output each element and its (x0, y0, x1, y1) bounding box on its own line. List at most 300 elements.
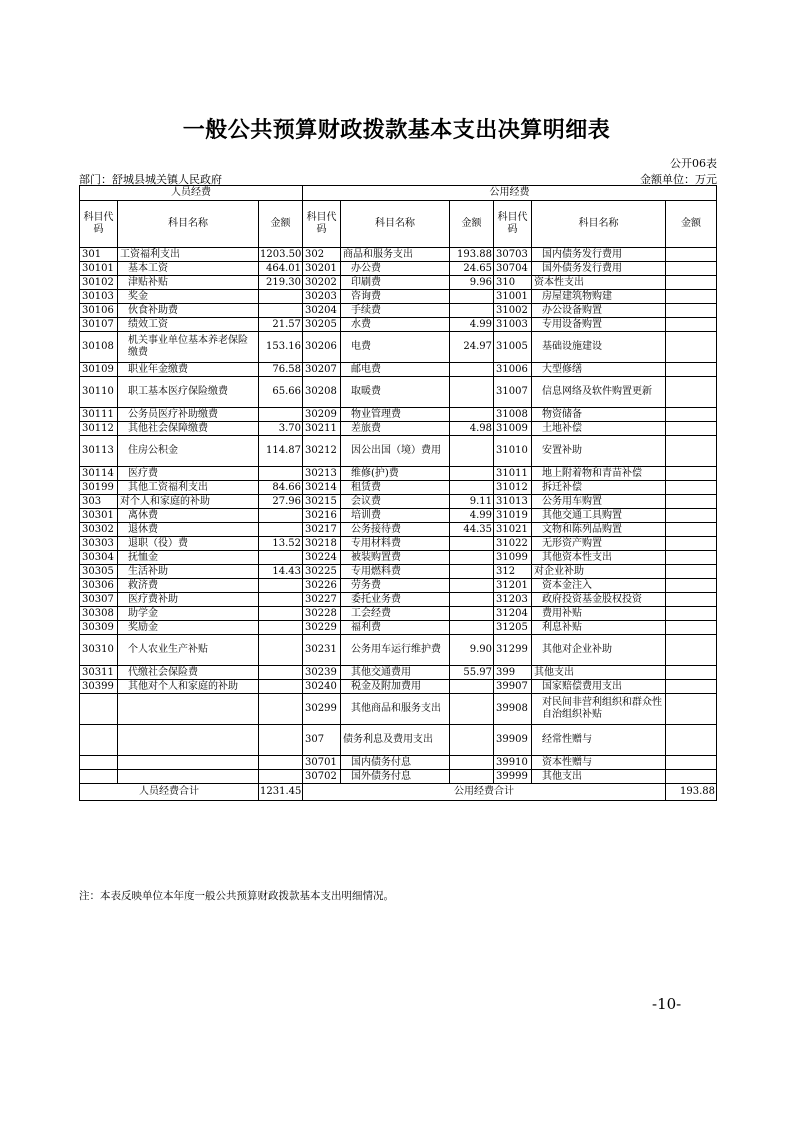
public-total-label: 公用经费合计 (303, 784, 666, 801)
cell-name: 基础设施建设 (532, 332, 666, 363)
cell-name: 资本性支出 (532, 276, 666, 290)
public-total-value: 193.88 (666, 784, 717, 801)
cell-amount: 1203.50 (260, 248, 302, 260)
cell-code: 30112 (80, 422, 118, 436)
cell-amount (666, 422, 717, 436)
cell-code: 30227 (303, 593, 341, 607)
cell-name: 拆迁补偿 (532, 481, 666, 495)
cell-amount (450, 408, 494, 422)
cell-code: 31012 (494, 481, 532, 495)
cell-code: 31010 (494, 436, 532, 467)
cell-name: 培训费 (341, 509, 450, 523)
cell-amount (666, 262, 717, 276)
cell-amount (450, 621, 494, 635)
cell-name: 退休费 (118, 523, 259, 537)
cell-code: 31007 (494, 377, 532, 408)
cell-amount (259, 408, 303, 422)
cell-amount (259, 680, 303, 694)
cell-amount (450, 377, 494, 408)
cell-name: 伙食补助费 (118, 304, 259, 318)
cell-name: 离休费 (118, 509, 259, 523)
cell-code: 31204 (494, 607, 532, 621)
cell-name: 差旅费 (341, 422, 450, 436)
cell-amount (259, 523, 303, 537)
cell-code: 30205 (303, 318, 341, 332)
cell-name: 其他社会保障缴费 (118, 422, 259, 436)
cell-code: 30107 (80, 318, 118, 332)
cell-name: 物资储备 (532, 408, 666, 422)
cell-code: 30203 (303, 290, 341, 304)
cell-name: 邮电费 (341, 363, 450, 377)
cell-name: 奖励金 (118, 621, 259, 635)
cell-code: 30224 (303, 551, 341, 565)
table-row (80, 377, 717, 408)
cell-name: 手续费 (341, 304, 450, 318)
cell-code: 30218 (303, 537, 341, 551)
cell-code: 30114 (80, 467, 118, 481)
header-code: 科目代码 (303, 201, 341, 248)
cell-name: 公务用车购置 (532, 495, 666, 509)
cell-code: 30216 (303, 509, 341, 523)
cell-code: 39908 (494, 694, 532, 725)
cell-name: 对企业补助 (532, 565, 666, 579)
cell-code: 312 (494, 565, 532, 579)
cell-amount (259, 635, 303, 666)
cell-code: 30240 (303, 680, 341, 694)
page-title: 一般公共预算财政拨款基本支出决算明细表 (182, 118, 611, 143)
cell-name: 医疗费补助 (118, 593, 259, 607)
cell-name: 经常性赠与 (532, 725, 666, 756)
cell-code: 31002 (494, 304, 532, 318)
cell-code: 30307 (80, 593, 118, 607)
cell-amount (450, 607, 494, 621)
cell-code: 30302 (80, 523, 118, 537)
cell-amount (666, 621, 717, 635)
cell-name: 因公出国（境）费用 (341, 436, 450, 467)
cell-code: 30309 (80, 621, 118, 635)
cell-code: 301 (80, 248, 118, 262)
cell-code: 30199 (80, 481, 118, 495)
cell-code: 39909 (494, 725, 532, 756)
cell-code: 31008 (494, 408, 532, 422)
cell-name: 办公设备购置 (532, 304, 666, 318)
table-row (80, 537, 717, 551)
cell-code: 30399 (80, 680, 118, 694)
cell-name: 对个人和家庭的补助 (118, 495, 259, 509)
cell-code: 30225 (303, 565, 341, 579)
cell-name: 租赁费 (341, 481, 450, 495)
cell-code: 31021 (494, 523, 532, 537)
cell-code: 31001 (494, 290, 532, 304)
cell-name: 职工基本医疗保险缴费 (118, 377, 259, 408)
form-number: 公开06表 (670, 157, 717, 170)
cell-amount (450, 770, 494, 784)
cell-name: 债务利息及费用支出 (341, 725, 450, 756)
amount-unit-label: 金额单位：万元 (640, 173, 717, 186)
table-row (80, 621, 717, 635)
cell-code: 30306 (80, 579, 118, 593)
cell-amount (666, 481, 717, 495)
cell-name: 水费 (341, 318, 450, 332)
cell-amount (666, 436, 717, 467)
table-row (80, 725, 717, 756)
table-row (80, 607, 717, 621)
cell-amount (259, 467, 303, 481)
table-row (80, 481, 717, 495)
cell-amount: 27.96 (259, 495, 303, 509)
cell-code: 31011 (494, 467, 532, 481)
cell-name: 安置补助 (532, 436, 666, 467)
cell-code: 30226 (303, 579, 341, 593)
cell-name: 生活补助 (118, 565, 259, 579)
cell-amount (666, 377, 717, 408)
cell-amount (666, 408, 717, 422)
cell-code: 31005 (494, 332, 532, 363)
table-row (80, 495, 717, 509)
cell-amount (666, 725, 717, 756)
cell-amount (259, 593, 303, 607)
cell-code: 31009 (494, 422, 532, 436)
cell-amount (666, 318, 717, 332)
cell-amount (450, 593, 494, 607)
table-row (80, 551, 717, 565)
cell-amount (450, 481, 494, 495)
cell-name: 政府投资基金股权投资 (532, 593, 666, 607)
cell-name: 被装购置费 (341, 551, 450, 565)
table-row (80, 318, 717, 332)
cell-name: 维修(护)费 (341, 467, 450, 481)
cell-name: 劳务费 (341, 579, 450, 593)
cell-amount (259, 694, 303, 725)
cell-name: 资本性赠与 (532, 756, 666, 770)
cell-name: 资本金注入 (532, 579, 666, 593)
cell-amount (259, 666, 303, 680)
cell-code: 30231 (303, 635, 341, 666)
cell-code: 399 (494, 666, 532, 680)
cell-amount (259, 621, 303, 635)
cell-name: 其他商品和服务支出 (341, 694, 450, 725)
table-row (80, 523, 717, 537)
cell-name: 工会经费 (341, 607, 450, 621)
cell-name: 基本工资 (118, 262, 259, 276)
cell-code: 30303 (80, 537, 118, 551)
header-code: 科目代码 (80, 201, 118, 248)
cell-code (80, 770, 118, 784)
cell-name: 取暖费 (341, 377, 450, 408)
cell-name: 其他工资福利支出 (118, 481, 259, 495)
cell-amount (666, 276, 717, 290)
cell-name (118, 694, 259, 725)
cell-code: 30308 (80, 607, 118, 621)
cell-code: 30202 (303, 276, 341, 290)
cell-name: 利息补贴 (532, 621, 666, 635)
cell-code: 30239 (303, 666, 341, 680)
cell-code: 31022 (494, 537, 532, 551)
cell-amount (450, 467, 494, 481)
cell-amount: 13.52 (259, 537, 303, 551)
cell-code: 31013 (494, 495, 532, 509)
cell-name: 税金及附加费用 (341, 680, 450, 694)
cell-amount (666, 770, 717, 784)
cell-code (80, 694, 118, 725)
cell-name: 其他交通工具购置 (532, 509, 666, 523)
cell-amount (259, 509, 303, 523)
cell-code: 30106 (80, 304, 118, 318)
cell-code: 30301 (80, 509, 118, 523)
cell-amount (666, 565, 717, 579)
cell-name: 地上附着物和青苗补偿 (532, 467, 666, 481)
cell-name: 其他支出 (532, 666, 666, 680)
cell-name (118, 725, 259, 756)
cell-amount (450, 579, 494, 593)
cell-amount (666, 593, 717, 607)
cell-name: 大型修缮 (532, 363, 666, 377)
cell-name: 咨询费 (341, 290, 450, 304)
cell-name: 助学金 (118, 607, 259, 621)
cell-name: 委托业务费 (341, 593, 450, 607)
cell-amount (666, 509, 717, 523)
cell-amount (450, 756, 494, 770)
cell-code: 30102 (80, 276, 118, 290)
cell-code: 30214 (303, 481, 341, 495)
cell-code: 30212 (303, 436, 341, 467)
cell-amount: 55.97 (450, 666, 494, 680)
cell-code: 30217 (303, 523, 341, 537)
cell-code: 30211 (303, 422, 341, 436)
cell-amount (259, 725, 303, 756)
cell-code: 31099 (494, 551, 532, 565)
cell-code: 30109 (80, 363, 118, 377)
table-row (80, 593, 717, 607)
cell-name: 印刷费 (341, 276, 450, 290)
cell-name: 国外债务发行费用 (532, 262, 666, 276)
cell-amount: 9.96 (450, 276, 494, 290)
footnote: 注：本表反映单位本年度一般公共预算财政拨款基本支出明细情况。 (79, 890, 394, 902)
cell-amount (259, 304, 303, 318)
cell-amount: 14.43 (259, 565, 303, 579)
cell-code: 30229 (303, 621, 341, 635)
cell-amount: 114.87 (259, 436, 303, 467)
cell-amount (666, 579, 717, 593)
cell-name: 福利费 (341, 621, 450, 635)
cell-amount (450, 725, 494, 756)
table-row (80, 422, 717, 436)
cell-code: 30213 (303, 467, 341, 481)
cell-name: 电费 (341, 332, 450, 363)
cell-code: 30701 (303, 756, 341, 770)
cell-amount: 464.01 (259, 262, 303, 276)
cell-amount (450, 565, 494, 579)
cell-code: 30703 (494, 248, 532, 262)
cell-code: 30113 (80, 436, 118, 467)
cell-code: 31201 (494, 579, 532, 593)
cell-name: 国内债务付息 (341, 756, 450, 770)
cell-code: 30209 (303, 408, 341, 422)
cell-name: 专用设备购置 (532, 318, 666, 332)
table-row (80, 262, 717, 276)
table-row (80, 304, 717, 318)
cell-name: 会议费 (341, 495, 450, 509)
table-row (80, 436, 717, 467)
table-row (80, 770, 717, 784)
cell-name: 费用补贴 (532, 607, 666, 621)
cell-amount (666, 495, 717, 509)
cell-code: 39910 (494, 756, 532, 770)
cell-amount: 84.66 (259, 481, 303, 495)
table-row (80, 680, 717, 694)
cell-name: 住房公积金 (118, 436, 259, 467)
cell-amount (450, 537, 494, 551)
cell-code (80, 725, 118, 756)
page-number: -10- (652, 995, 682, 1013)
cell-name: 抚恤金 (118, 551, 259, 565)
cell-amount (666, 467, 717, 481)
cell-amount: 9.90 (450, 635, 494, 666)
cell-code: 30305 (80, 565, 118, 579)
cell-amount: 44.35 (450, 523, 494, 537)
cell-code: 31203 (494, 593, 532, 607)
table-row (80, 276, 717, 290)
cell-amount (666, 523, 717, 537)
cell-code (80, 756, 118, 770)
cell-name: 工资福利支出 (118, 248, 259, 262)
cell-amount (666, 290, 717, 304)
cell-name: 个人农业生产补贴 (118, 635, 259, 666)
cell-name: 职业年金缴费 (118, 363, 259, 377)
expenditure-detail-table (79, 185, 717, 801)
cell-amount (666, 635, 717, 666)
personnel-total-value: 1231.45 (259, 784, 303, 801)
table-row (80, 565, 717, 579)
cell-amount (259, 770, 303, 784)
cell-code: 30103 (80, 290, 118, 304)
cell-code: 30311 (80, 666, 118, 680)
cell-name: 专用燃料费 (341, 565, 450, 579)
cell-name: 商品和服务支出 (341, 248, 450, 262)
cell-amount (259, 756, 303, 770)
cell-code: 31019 (494, 509, 532, 523)
cell-amount: 4.99 (450, 318, 494, 332)
cell-name: 其他交通费用 (341, 666, 450, 680)
cell-amount: 4.98 (450, 422, 494, 436)
cell-name: 公务用车运行维护费 (341, 635, 450, 666)
cell-code: 30108 (80, 332, 118, 363)
cell-code: 30702 (303, 770, 341, 784)
cell-name: 国外债务付息 (341, 770, 450, 784)
cell-code: 30310 (80, 635, 118, 666)
cell-name: 奖金 (118, 290, 259, 304)
cell-code: 30204 (303, 304, 341, 318)
cell-name (118, 770, 259, 784)
cell-code: 39999 (494, 770, 532, 784)
cell-name: 文物和陈列品购置 (532, 523, 666, 537)
cell-code: 30207 (303, 363, 341, 377)
cell-code: 39907 (494, 680, 532, 694)
cell-code: 302 (303, 248, 341, 262)
header-name: 科目名称 (341, 201, 450, 248)
table-row (80, 756, 717, 770)
cell-amount (666, 666, 717, 680)
cell-name: 救济费 (118, 579, 259, 593)
cell-code: 31299 (494, 635, 532, 666)
table-row (80, 332, 717, 363)
cell-amount (666, 551, 717, 565)
cell-code: 30304 (80, 551, 118, 565)
cell-code: 30206 (303, 332, 341, 363)
cell-name: 物业管理费 (341, 408, 450, 422)
header-name: 科目名称 (532, 201, 666, 248)
cell-amount (450, 363, 494, 377)
section-public: 公用经费 (303, 186, 717, 201)
cell-amount (450, 694, 494, 725)
cell-amount: 153.16 (259, 332, 303, 363)
cell-name: 机关事业单位基本养老保险缴费 (118, 332, 259, 363)
cell-amount: 4.99 (450, 509, 494, 523)
cell-code: 30228 (303, 607, 341, 621)
cell-name: 国内债务发行费用 (532, 248, 666, 262)
cell-amount: 76.58 (259, 363, 303, 377)
cell-name: 土地补偿 (532, 422, 666, 436)
cell-code: 303 (80, 495, 118, 509)
header-name: 科目名称 (118, 201, 259, 248)
table-row (80, 666, 717, 680)
cell-amount (666, 694, 717, 725)
cell-amount (450, 680, 494, 694)
cell-amount: 9.11 (450, 495, 494, 509)
cell-amount: 219.30 (259, 276, 303, 290)
cell-name: 代缴社会保险费 (118, 666, 259, 680)
cell-amount (666, 607, 717, 621)
cell-name: 专用材料费 (341, 537, 450, 551)
cell-name: 津贴补贴 (118, 276, 259, 290)
table-row (80, 467, 717, 481)
cell-code: 30111 (80, 408, 118, 422)
cell-name: 退职（役）费 (118, 537, 259, 551)
cell-name: 医疗费 (118, 467, 259, 481)
personnel-total-label: 人员经费合计 (80, 784, 259, 801)
cell-code: 30201 (303, 262, 341, 276)
cell-amount (666, 537, 717, 551)
cell-amount: 24.97 (450, 332, 494, 363)
cell-name: 无形资产购置 (532, 537, 666, 551)
cell-name: 其他支出 (532, 770, 666, 784)
cell-code: 30208 (303, 377, 341, 408)
cell-amount (259, 607, 303, 621)
cell-code: 30110 (80, 377, 118, 408)
table-row (80, 290, 717, 304)
cell-name: 其他对企业补助 (532, 635, 666, 666)
department-label: 部门：舒城县城关镇人民政府 (79, 173, 222, 186)
cell-code: 31003 (494, 318, 532, 332)
table-row (80, 509, 717, 523)
cell-amount (259, 551, 303, 565)
cell-amount (259, 290, 303, 304)
cell-name: 房屋建筑物购建 (532, 290, 666, 304)
table-row (80, 694, 717, 725)
cell-name: 公务接待费 (341, 523, 450, 537)
cell-name: 对民间非营利组织和群众性自治组织补贴 (532, 694, 666, 725)
cell-amount (666, 248, 717, 262)
header-amount: 金额 (666, 201, 717, 248)
cell-amount (450, 551, 494, 565)
cell-amount (450, 304, 494, 318)
table-row (80, 408, 717, 422)
cell-amount (259, 579, 303, 593)
cell-name: 办公费 (341, 262, 450, 276)
cell-code: 31205 (494, 621, 532, 635)
cell-code: 30215 (303, 495, 341, 509)
cell-name: 信息网络及软件购置更新 (532, 377, 666, 408)
